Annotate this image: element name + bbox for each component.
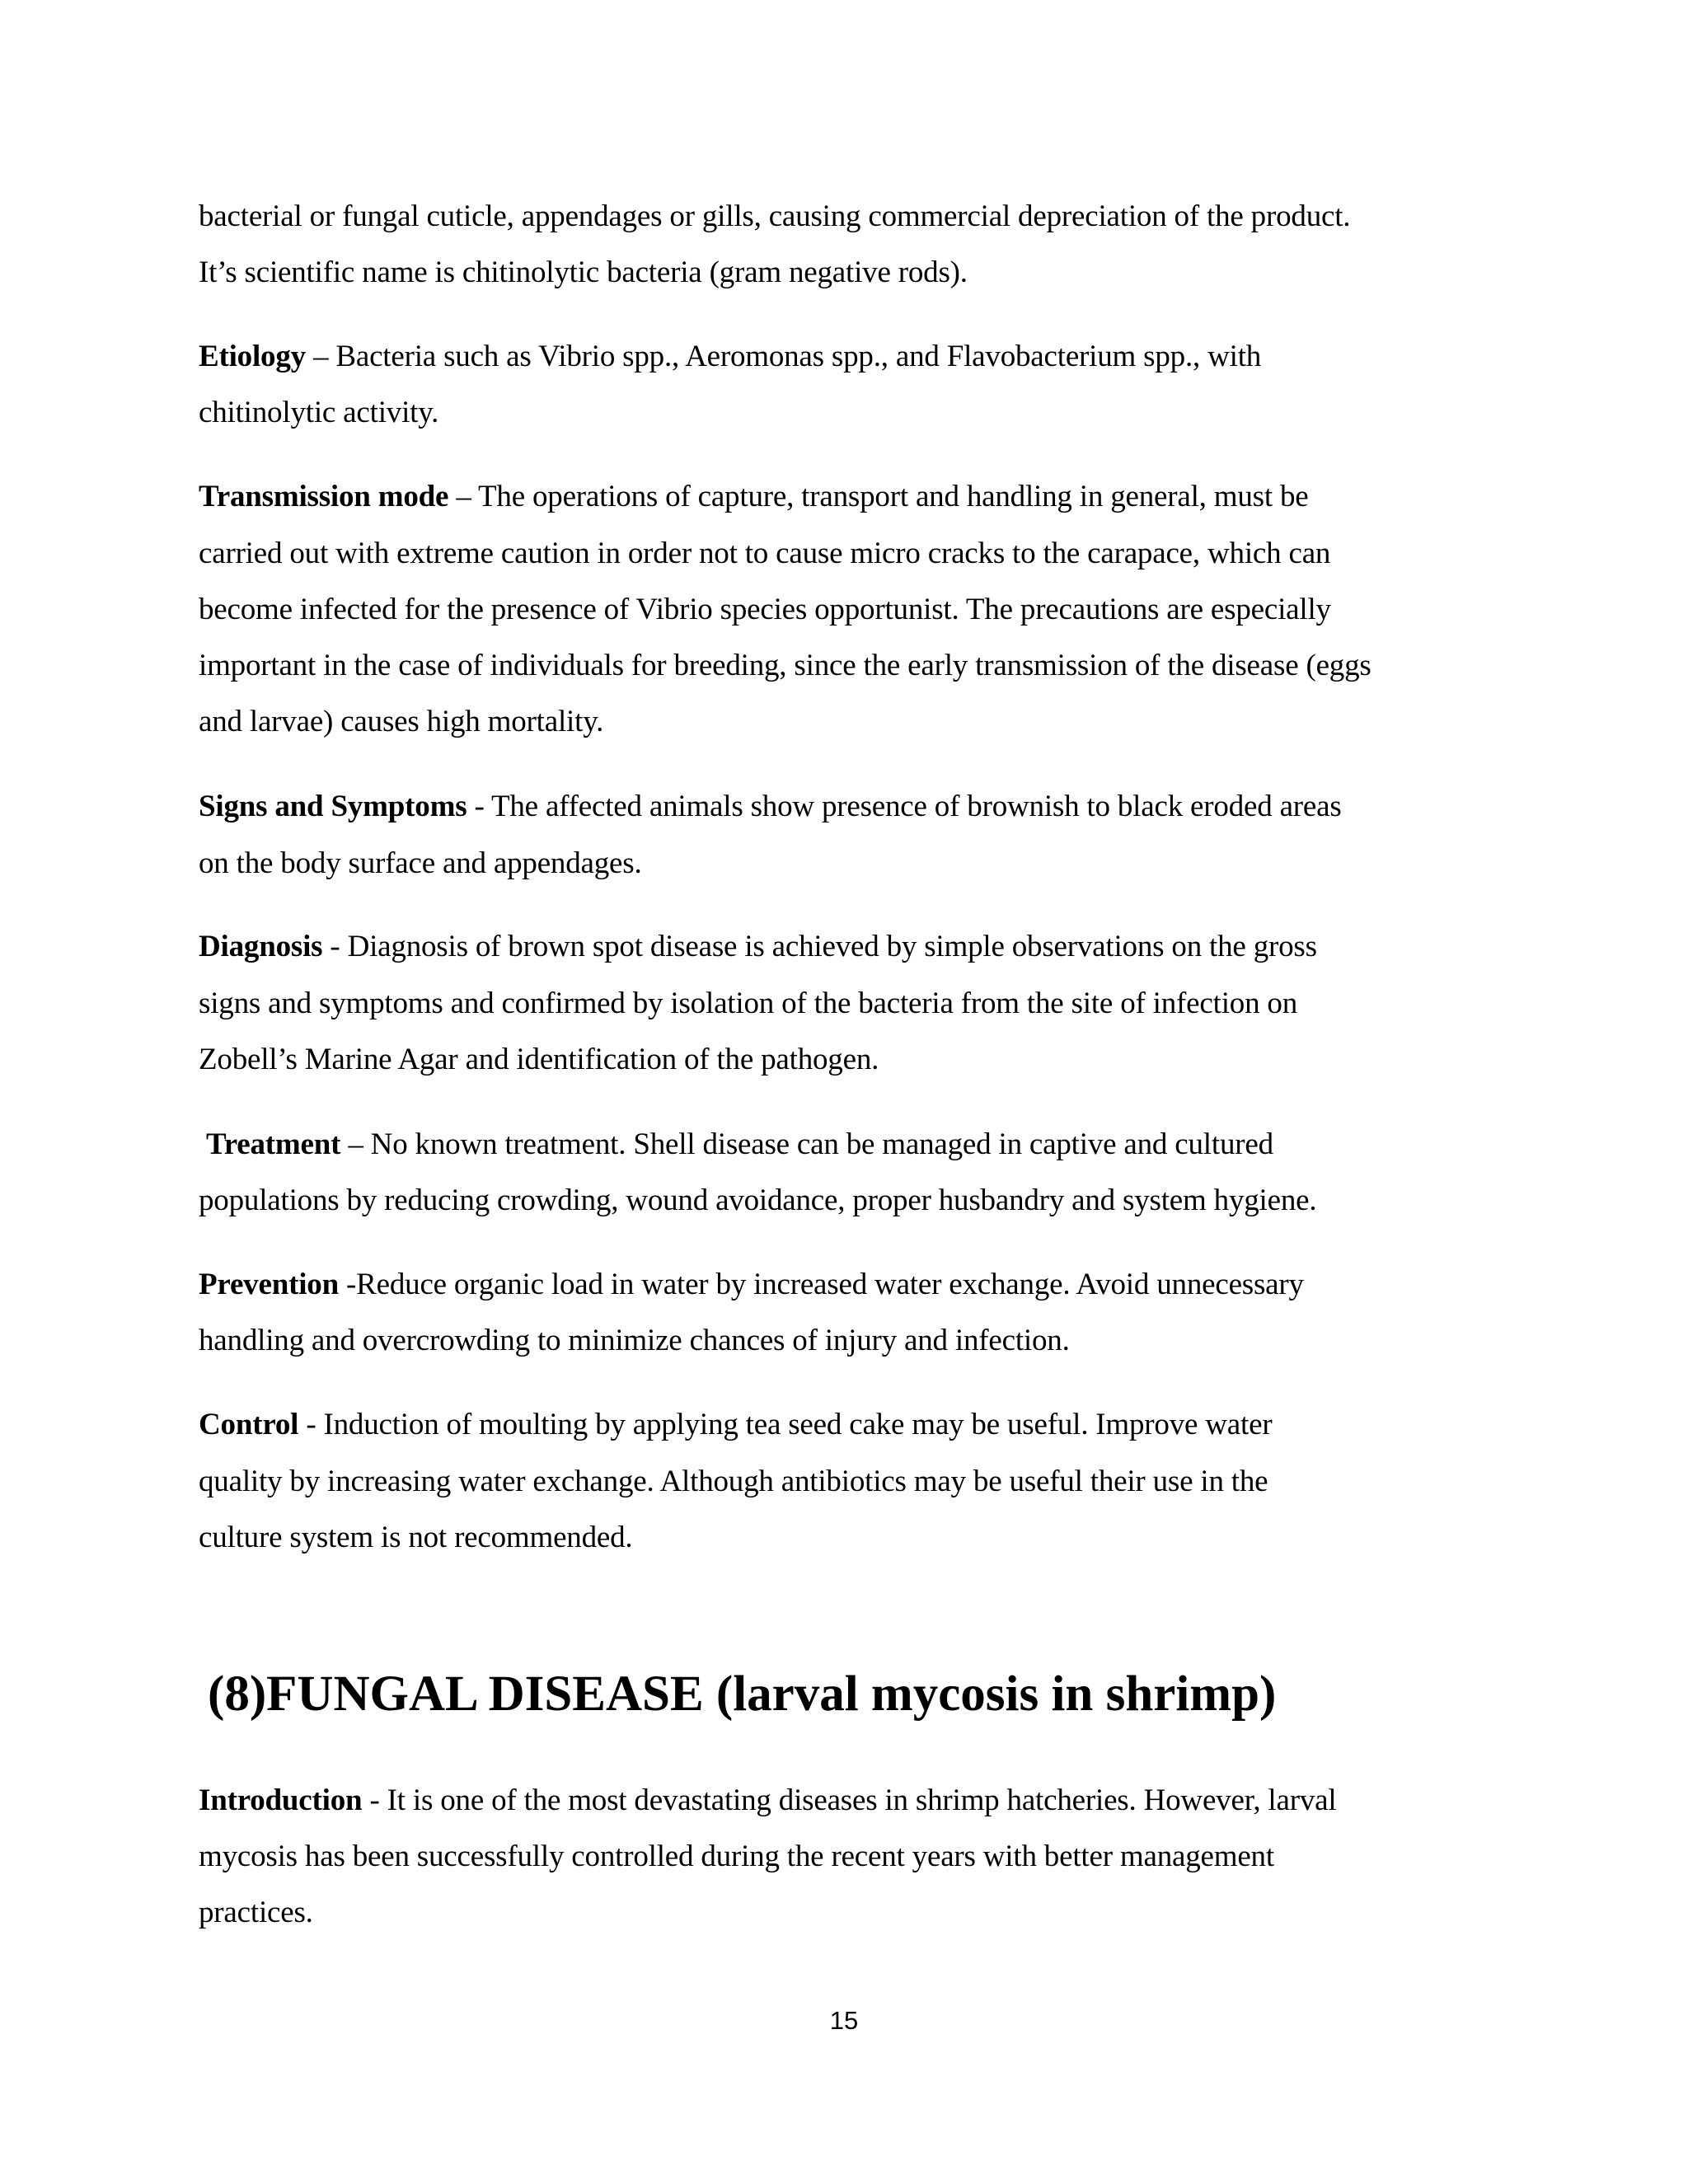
- transmission-mode-label: Transmission mode: [199, 480, 449, 513]
- treatment-text: – No known treatment. Shell disease can be managed in captive and cultured: [340, 1127, 1273, 1161]
- body-text-line: carried out with extreme caution in order not to cause micro cracks to the carapace, which can: [199, 537, 1331, 570]
- prevention-text: -Reduce organic load in water by increased water exchange. Avoid unnecessary: [338, 1268, 1304, 1301]
- body-text-line: It’s scientific name is chitinolytic bacteria (gram negative rods).: [199, 255, 968, 289]
- treatment-label: Treatment: [206, 1127, 341, 1161]
- transmission-mode-text: – The operations of capture, transport and handling in general, must be: [448, 480, 1309, 513]
- body-text-line: important in the case of individuals for breeding, since the early transmission of the disease (eggs: [199, 649, 1372, 682]
- treatment-paragraph-first-line: [206, 1126, 1273, 1164]
- body-text-line: on the body surface and appendages.: [199, 846, 642, 880]
- signs-symptoms-label: Signs and Symptoms: [199, 790, 467, 823]
- body-text-line: quality by increasing water exchange. Although antibiotics may be useful their use in the: [199, 1465, 1268, 1498]
- body-text-line: bacterial or fungal cuticle, appendages or gills, causing commercial depreciation of the product.: [199, 199, 1351, 233]
- diagnosis-label: Diagnosis: [199, 930, 323, 963]
- signs-symptoms-text: - The affected animals show presence of brownish to black eroded areas: [467, 790, 1342, 823]
- etiology-text: – Bacteria such as Vibrio spp., Aeromonas spp., and Flavobacterium spp., with: [305, 340, 1262, 373]
- diagnosis-paragraph-first-line: [199, 928, 1317, 966]
- introduction-label: Introduction: [199, 1783, 363, 1817]
- control-paragraph-first-line: [199, 1406, 1272, 1444]
- body-text-line: signs and symptoms and confirmed by isolation of the bacteria from the site of infection on: [199, 987, 1298, 1020]
- etiology-label: Etiology: [199, 340, 306, 373]
- diagnosis-text: - Diagnosis of brown spot disease is achieved by simple observations on the gross: [322, 930, 1317, 963]
- control-label: Control: [199, 1408, 299, 1441]
- control-text: - Induction of moulting by applying tea seed cake may be useful. Improve water: [298, 1408, 1273, 1441]
- introduction-paragraph-first-line: [199, 1782, 1336, 1820]
- body-text-line: culture system is not recommended.: [199, 1521, 633, 1554]
- transmission-paragraph-first-line: [199, 478, 1309, 516]
- body-text-line: become infected for the presence of Vibrio species opportunist. The precautions are especially: [199, 593, 1331, 626]
- body-text-line: mycosis has been successfully controlled during the recent years with better management: [199, 1840, 1274, 1873]
- prevention-paragraph-first-line: [199, 1266, 1304, 1304]
- body-text-line: and larvae) causes high mortality.: [199, 705, 604, 738]
- introduction-text: - It is one of the most devastating diseases in shrimp hatcheries. However, larval: [362, 1783, 1337, 1817]
- etiology-paragraph-first-line: [199, 338, 1261, 376]
- body-text-line: populations by reducing crowding, wound avoidance, proper husbandry and system hygiene.: [199, 1183, 1317, 1217]
- body-text-line: Zobell’s Marine Agar and identification of the pathogen.: [199, 1043, 879, 1076]
- signs-paragraph-first-line: [199, 788, 1342, 826]
- prevention-label: Prevention: [199, 1268, 339, 1301]
- section-heading: (8)FUNGAL DISEASE (larval mycosis in shrimp): [208, 1666, 1277, 1722]
- page-number: 15: [829, 2006, 859, 2035]
- body-text-line: handling and overcrowding to minimize chances of injury and infection.: [199, 1324, 1070, 1357]
- body-text-line: practices.: [199, 1896, 313, 1929]
- body-text-line: chitinolytic activity.: [199, 396, 439, 429]
